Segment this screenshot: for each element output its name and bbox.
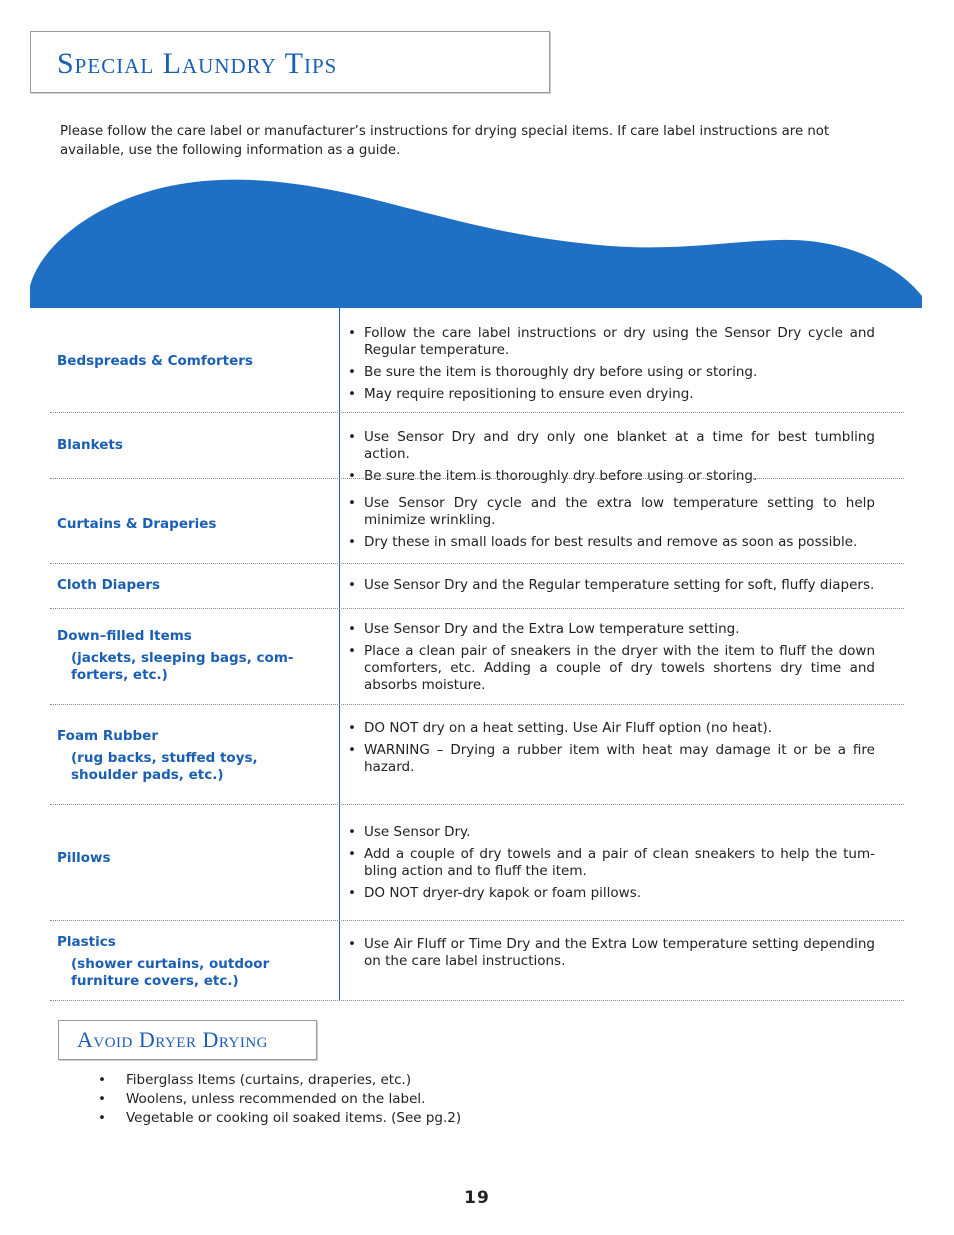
page-title: Special Laundry Tips [57,47,338,80]
row-label-subtitle: (jackets, sleeping bags, com-forters, etc.) [71,650,294,683]
row-label-subtitle: (shower curtains, outdoor furniture covers, etc.) [71,956,270,989]
tip-item: • Place a clean pair of sneakers in the dryer with the item to fluff the down comforters, etc. Adding a couple of dry towels shortens dry time and absorbs moisture. [364,643,875,694]
tip-item: • Be sure the item is thoroughly dry before using or storing. [364,364,875,381]
row-label-title: Foam Rubber [57,728,158,744]
page-number: 19 [464,1188,490,1208]
row-label-title: Blankets [57,437,123,453]
row-label-title: Bedspreads & Comforters [57,353,253,369]
table-row [50,308,904,413]
row-tips [364,325,875,408]
tip-item: • Dry these in small loads for best results and remove as soon as possible. [364,534,875,551]
row-label [57,728,327,784]
tip-item: • Use Sensor Dry and the Extra Low temperature setting. [364,621,875,638]
table-row [50,705,904,805]
table-row [50,479,904,564]
row-label-title: Pillows [57,850,111,866]
row-tips [364,824,875,907]
row-label-title: Cloth Diapers [57,577,161,593]
row-label [57,850,327,867]
intro-paragraph: Please follow the care label or manufacturer’s instructions for drying special items. If care label instructions are not available, use the following information as a guide. [60,124,830,158]
row-tips [364,720,875,781]
avoid-dryer-heading: Avoid Dryer Drying [77,1027,269,1052]
row-separator [50,1000,904,1001]
tip-item: • Use Sensor Dry and dry only one blanket at a time for best tumbling action. [364,429,875,463]
row-tips [364,577,875,599]
list-item: • Fiberglass Items (curtains, draperies, etc.) [126,1071,461,1090]
row-tips [364,621,875,699]
tip-item: • Use Sensor Dry and the Regular temperature setting for soft, fluffy diapers. [364,577,875,594]
row-label-title: Down–filled Items [57,628,192,644]
row-label [57,934,327,990]
tip-item: • Add a couple of dry towels and a pair of clean sneakers to help the tum-bling action and to fluff the item. [364,846,875,880]
avoid-dryer-box [58,1020,317,1060]
table-row [50,413,904,484]
row-label [57,353,327,370]
tip-item: • Be sure the item is thoroughly dry before using or storing. [364,468,875,485]
row-tips [364,495,875,556]
row-tips [364,936,875,975]
tip-item: • May require repositioning to ensure even drying. [364,386,875,403]
tip-item: • Follow the care label instructions or dry using the Sensor Dry cycle and Regular temperature. [364,325,875,359]
title-box [30,31,550,93]
table-row [50,564,904,609]
list-item: • Vegetable or cooking oil soaked items. (See pg.2) [126,1109,461,1128]
tip-item: • DO NOT dryer-dry kapok or foam pillows. [364,885,875,902]
tip-item: • Use Sensor Dry. [364,824,875,841]
row-label-title: Curtains & Draperies [57,516,217,532]
wave-banner [30,178,922,310]
tip-item: • DO NOT dry on a heat setting. Use Air Fluff option (no heat). [364,720,875,737]
row-label [57,516,327,533]
tip-item: • Use Sensor Dry cycle and the extra low temperature setting to help minimize wrinkling. [364,495,875,529]
list-item: • Woolens, unless recommended on the label. [126,1090,461,1109]
table-row [50,609,904,705]
row-label-title: Plastics [57,934,116,950]
tip-item: • WARNING – Drying a rubber item with heat may damage it or be a fire hazard. [364,742,875,776]
avoid-dryer-list [126,1071,461,1128]
row-label [57,628,327,684]
row-label [57,437,327,454]
table-row [50,805,904,921]
table-row [50,921,904,1001]
tip-item: • Use Air Fluff or Time Dry and the Extra Low temperature setting depending on the care label instructions. [364,936,875,970]
row-label [57,577,327,594]
row-label-subtitle: (rug backs, stuffed toys, shoulder pads, etc.) [71,750,258,783]
